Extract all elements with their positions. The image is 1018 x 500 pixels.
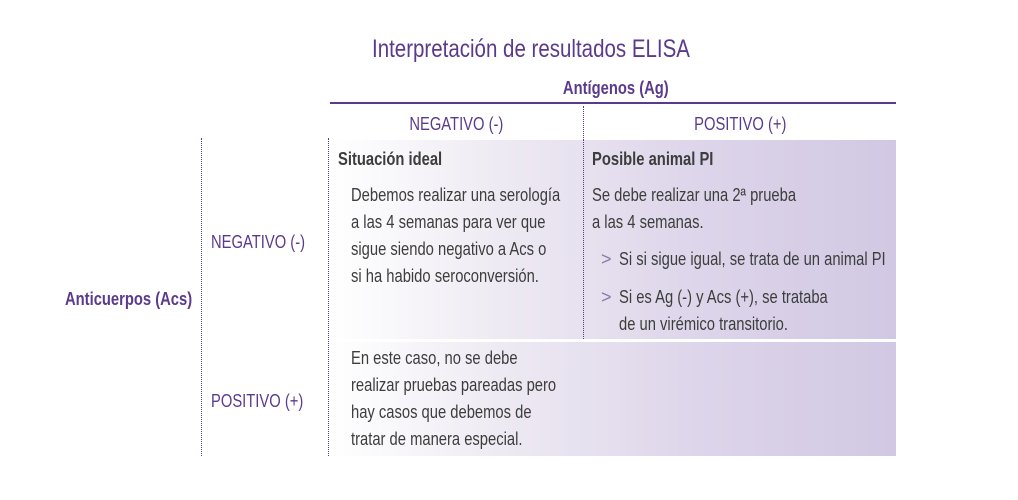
row-label-negative: NEGATIVO (-) <box>211 232 306 252</box>
row-label-divider-right <box>328 138 329 456</box>
cell-text-pi <box>592 182 841 236</box>
header-rule <box>330 102 896 104</box>
text-line: Si si sigue igual, se trata de un animal PI <box>619 249 886 269</box>
row-label-positive: POSITIVO (+) <box>211 391 304 411</box>
text-line: sigue siendo negativo a Acs o <box>351 239 547 259</box>
text-line: Debemos realizar una serología <box>351 185 561 205</box>
page-title: Interpretación de resultados ELISA <box>372 35 690 63</box>
column-header-negative: NEGATIVO (-) <box>409 114 504 134</box>
antibody-header: Anticuerpos (Acs) <box>65 289 193 309</box>
text-line: hay casos que debemos de <box>351 402 532 422</box>
column-divider <box>583 106 584 140</box>
text-line: En este caso, no se debe <box>351 348 518 368</box>
antigen-header: Antígenos (Ag) <box>562 78 669 98</box>
column-header-positive: POSITIVO (+) <box>694 114 787 134</box>
text-line: si ha habido seroconversión. <box>351 266 539 286</box>
chevron-right-icon: > <box>601 287 612 307</box>
cell-text-ideal <box>351 182 606 290</box>
cell-text-positive-row <box>351 345 601 453</box>
cell-title-ideal: Situación ideal <box>338 149 443 169</box>
cell-title-pi: Posible animal PI <box>592 149 714 169</box>
row-divider <box>330 339 896 342</box>
text-line: de un virémico transitorio. <box>619 314 788 334</box>
text-line: tratar de manera especial. <box>351 429 523 449</box>
text-line: a las 4 semanas para ver que <box>351 212 546 232</box>
text-line: Se debe realizar una 2ª prueba <box>592 185 797 205</box>
text-line: a las 4 semanas. <box>592 212 704 232</box>
text-line: realizar pruebas pareadas pero <box>351 375 557 395</box>
text-line: Si es Ag (-) y Acs (+), se trataba <box>619 287 828 307</box>
chevron-right-icon: > <box>601 249 612 269</box>
